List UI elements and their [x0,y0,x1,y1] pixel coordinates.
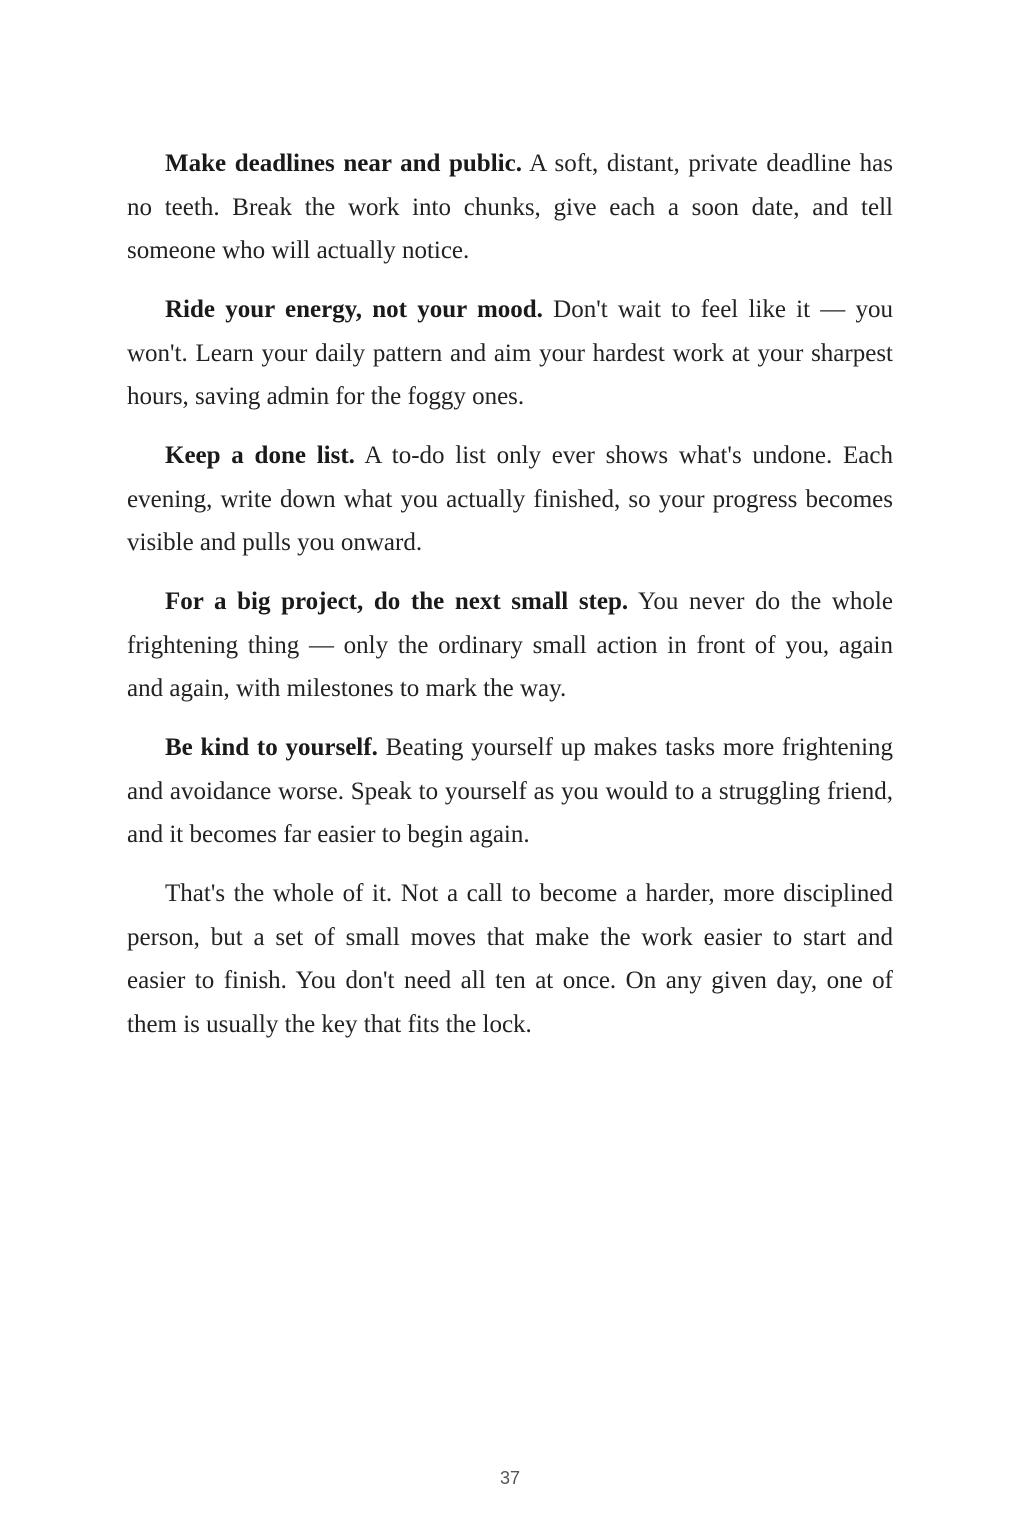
tip-heading: Keep a done list. [165,442,355,469]
page-body [127,142,893,1062]
tip-paragraph [127,580,893,711]
tip-heading: For a big project, do the next small step. [165,588,629,615]
tip-text: A to-do list only ever shows what's undone. Each evening, write down what you actually finished, so your progress becomes visible and pulls you onward. [127,442,893,556]
tip-text: Don't wait to feel like it — you won't. Learn your daily pattern and aim your hardest work at your sharpest hours, saving admin for the foggy ones. [127,296,893,410]
tip-heading: Ride your energy, not your mood. [165,296,543,323]
page-number: 37 [499,1468,521,1488]
tip-text: Beating yourself up makes tasks more frightening and avoidance worse. Speak to yourself as you would to a struggling friend, and it becomes far easier to begin again. [127,734,894,848]
tip-heading: Be kind to yourself. [165,734,378,761]
tip-paragraph [127,288,893,419]
tip-text: A soft, distant, private deadline has no teeth. Break the work into chunks, give each a soon date, and tell someone who will actually notice. [127,150,893,264]
closing-paragraph: That's the whole of it. Not a call to become a harder, more disciplined person, but a set of small moves that make the work easier to start and easier to finish. You don't need all ten at once. On any given day, one of them is usually the key that fits the lock. [127,880,893,1038]
tip-heading: Make deadlines near and public. [165,150,522,177]
tip-paragraph [127,726,893,857]
tip-text: You never do the whole frightening thing — only the ordinary small action in front of you, again and again, with milestones to mark the way. [127,588,893,702]
tip-paragraph [127,142,893,273]
tip-paragraph [127,434,893,565]
